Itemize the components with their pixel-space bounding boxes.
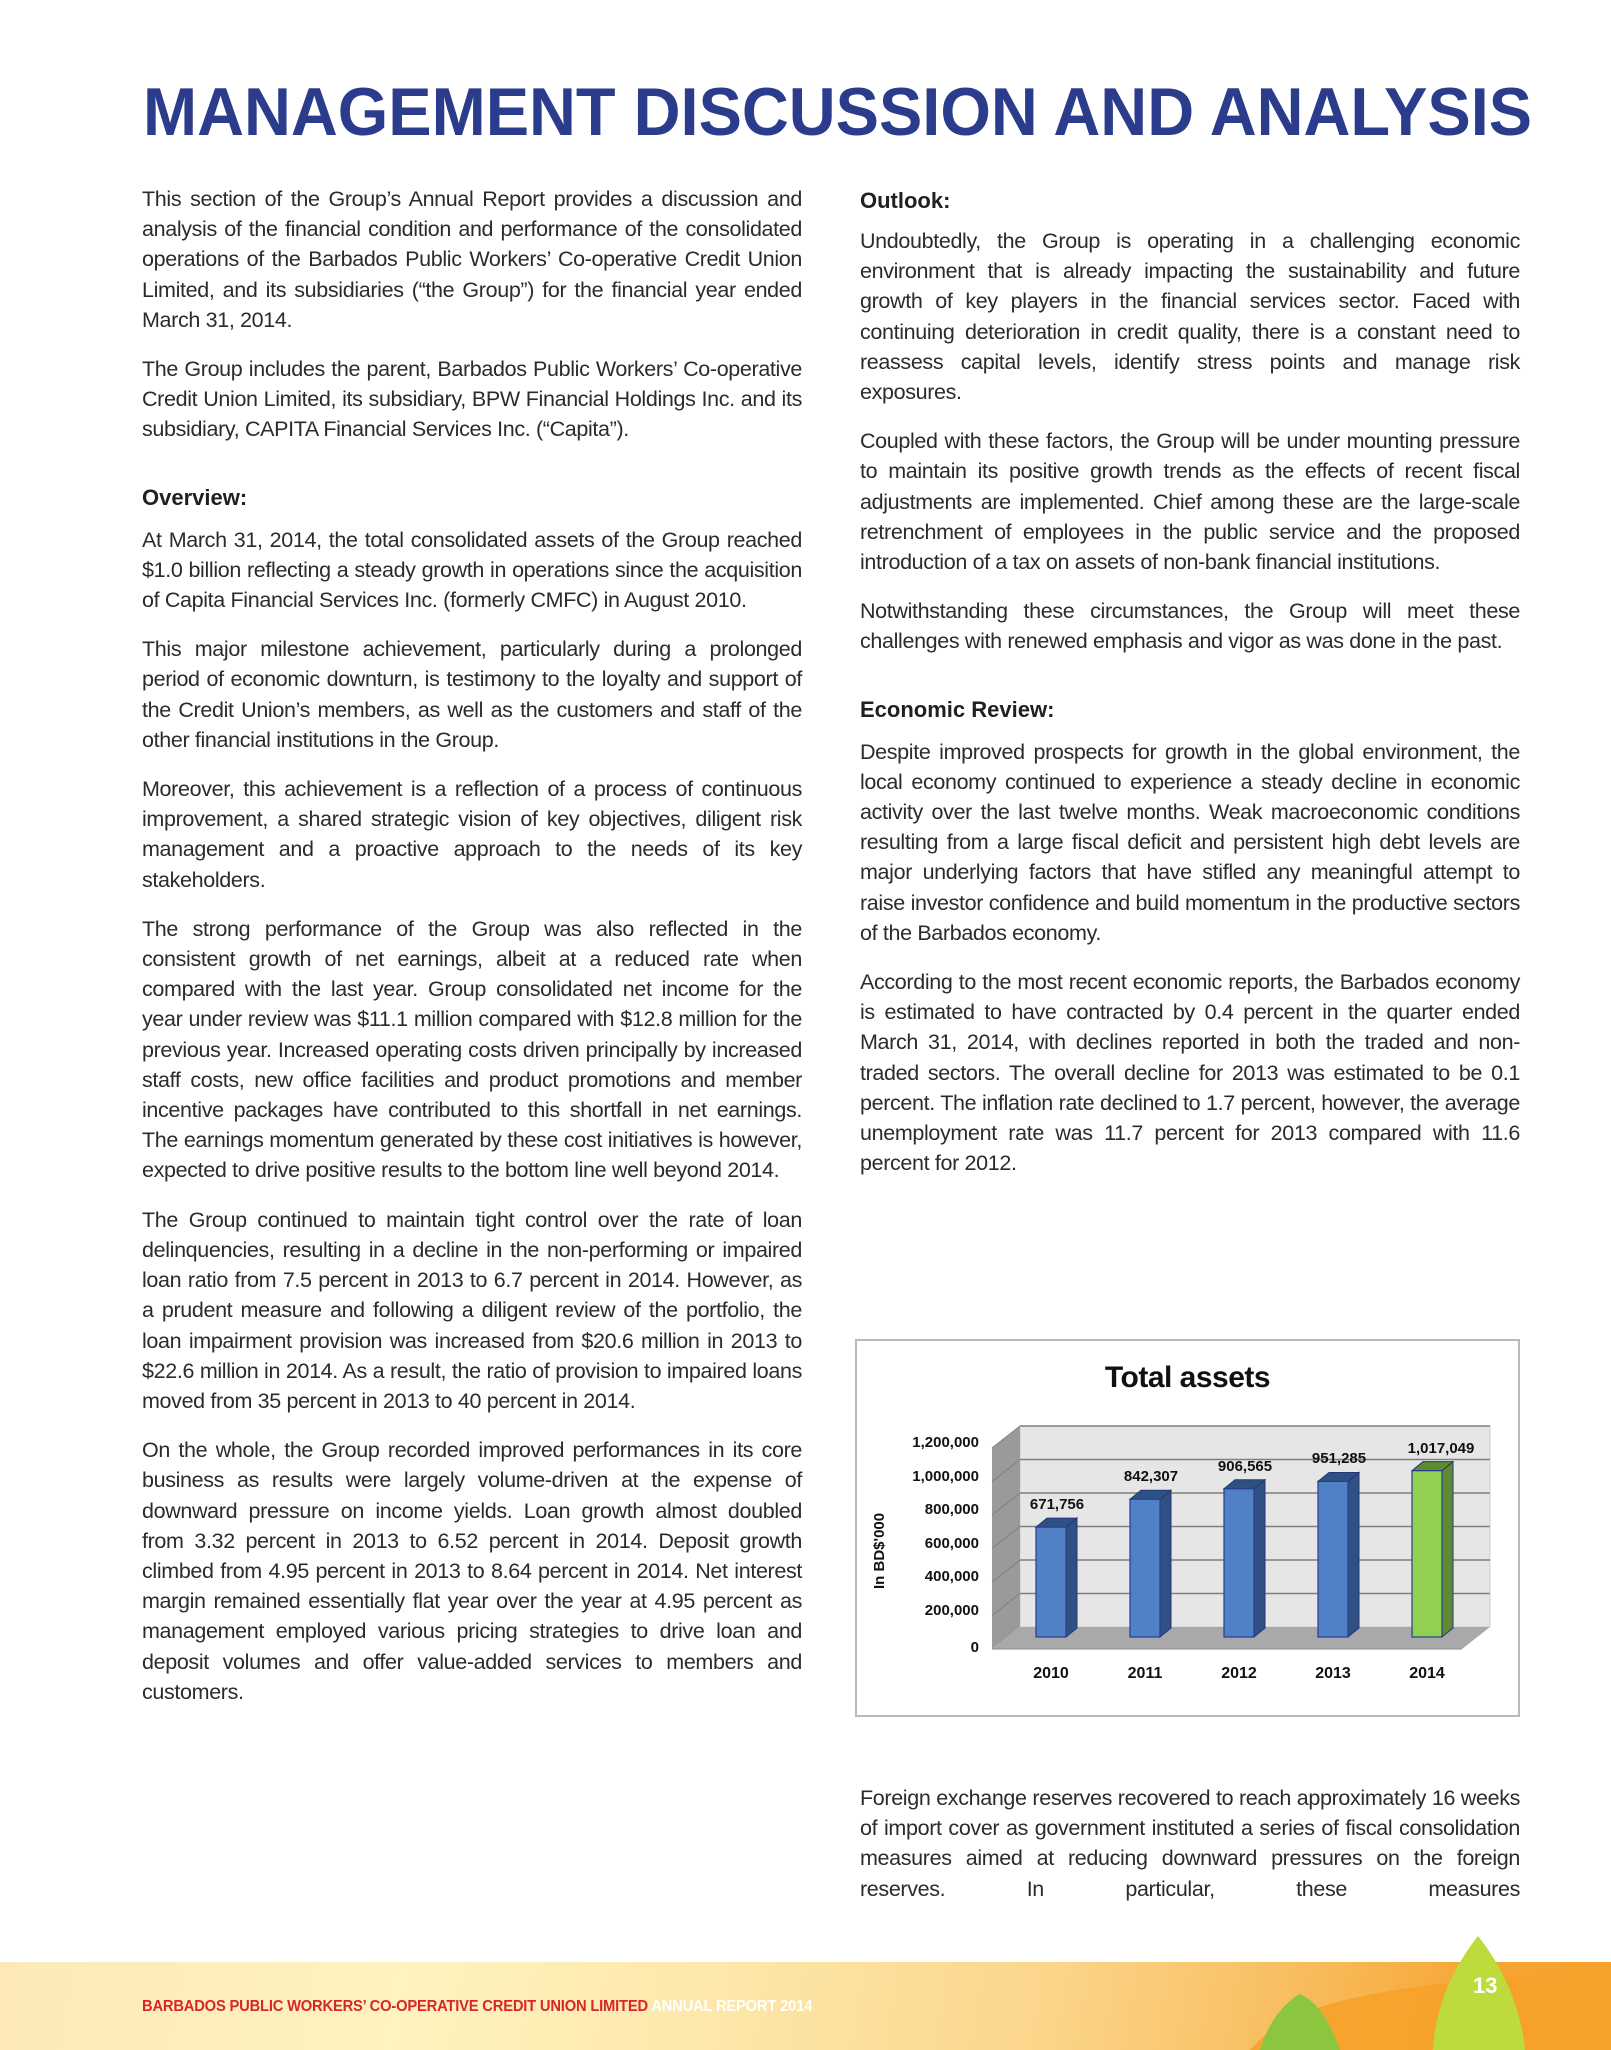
chart-title: Total assets [1104, 1361, 1271, 1394]
intro-paragraph: This section of the Group’s Annual Report provides a discussion and analysis of the financial condition and performance of the consolidated operations of the Barbados Public Workers’ Co-operative Credit Union Limited, and its subsidiaries (“the Group”) for the financial year ended March 31, 2014. [142, 187, 802, 332]
bar-plot-area [857, 1341, 1522, 1719]
page-title: MANAGEMENT DISCUSSION AND ANALYSIS [143, 74, 1533, 150]
total-assets-chart [855, 1339, 1520, 1717]
footer-report-title: ANNUAL REPORT 2014 [647, 1998, 813, 2015]
outlook-paragraph: Coupled with these factors, the Group will be under mounting pressure to maintain its positive growth trends as the effects of recent fiscal adjustments are implemented. Chief among these are the large-scale retrenchment of employees in the public service and the proposed introduction of a tax on assets of non-bank financial institutions. [860, 429, 1520, 575]
overview-paragraph: The strong performance of the Group was also reflected in the consistent growth of net earnings, albeit at a reduced rate when compared with the last year. Group consolidated net income for the year under review was $11.1 million compared with $12.8 million for the previous year. Increased operating costs driven principally by increased staff costs, new office facilities and product promotions and member incentive packages have contributed to this shortfall in net earnings. The earnings momentum generated by these cost initiatives is however, expected to drive positive results to the bottom line well beyond 2014. [142, 916, 802, 1183]
x-tick-label: 2011 [1127, 1665, 1163, 1682]
economic-review-paragraph: According to the most recent economic reports, the Barbados economy is estimated to have contracted by 0.4 percent in the quarter ended March 31, 2014, with declines reported in both the traded and non-traded sectors. The overall decline for 2013 was estimated to be 0.1 percent. The inflation rate declined to 1.7 percent, however, the average unemployment rate was 11.7 percent for 2013 compared with 11.6 percent for 2012. [860, 970, 1520, 1176]
overview-heading: Overview: [142, 484, 248, 510]
bar-value-label: 1,017,049 [1407, 1439, 1475, 1457]
overview-paragraph: On the whole, the Group recorded improved performances in its core business as results were largely volume-driven at the expense of downward pressure on income yields. Loan growth almost doubled from 3.32 percent in 2013 to 6.52 percent in 2014. Deposit growth climbed from 4.95 percent in 2013 to 8.64 percent in 2014. Net interest margin remained essentially flat year over the year at 4.95 percent as management employed various pricing strategies to drive loan and deposit volumes and offer value-added services to members and customers. [142, 1438, 802, 1704]
y-axis-label: In BD$'000 [871, 1512, 888, 1589]
bar-value-label: 842,307 [1123, 1468, 1179, 1486]
economic-review-paragraph: Despite improved prospects for growth in the global environment, the local economy continued to experience a steady decline in economic activity over the last twelve months. Weak macroeconomic conditions resulting from a large fiscal deficit and persistent high debt levels are major underlying factors that have stifled any meaningful attempt to raise investor confidence and build momentum in the productive sectors of the Barbados economy. [860, 739, 1520, 945]
foreign-reserves-paragraph: Foreign exchange reserves recovered to reach approximately 16 weeks of import cover as government instituted a series of fiscal consolidation measures aimed at reducing downward pressures on the foreign reserves. In particular, these measures [860, 1786, 1520, 1901]
y-tick-label: 1,200,000 [912, 1434, 979, 1451]
economic-review-heading: Economic Review: [860, 696, 1055, 722]
overview-paragraph: The Group continued to maintain tight control over the rate of loan delinquencies, resulting in a decline in the non-performing or impaired loan ratio from 7.5 percent in 2013 to 6.7 percent in 2014. However, as a prudent measure and following a diligent review of the portfolio, the loan impairment provision was increased from $20.6 million in 2013 to $22.6 million in 2014. As a result, the ratio of provision to impaired loans moved from 35 percent in 2013 to 40 percent in 2014. [142, 1207, 802, 1413]
x-tick-label: 2014 [1409, 1665, 1445, 1682]
intro-paragraph: The Group includes the parent, Barbados Public Workers’ Co-operative Credit Union Limited, its subsidiary, BPW Financial Holdings Inc. and its subsidiary, CAPITA Financial Services Inc. (“Capita”). [142, 357, 802, 442]
page-number: 13 [1473, 1973, 1498, 1998]
left-column [142, 184, 802, 1726]
right-column-continued [860, 1783, 1520, 1923]
y-tick-label: 200,000 [924, 1601, 979, 1619]
y-tick-label: 1,000,000 [912, 1467, 979, 1485]
outlook-heading: Outlook: [860, 188, 951, 213]
y-tick-label: 0 [970, 1639, 979, 1656]
bar-value-label: 671,756 [1029, 1496, 1085, 1514]
x-tick-label: 2013 [1315, 1665, 1351, 1682]
bar-value-label: 906,565 [1217, 1457, 1273, 1475]
y-tick-label: 600,000 [924, 1534, 979, 1552]
x-tick-label: 2012 [1221, 1665, 1257, 1682]
outlook-paragraph: Undoubtedly, the Group is operating in a challenging economic environment that is already impacting the sustainability and future growth of key players in the financial services sector. Faced with continuing deterioration in credit quality, there is a constant need to reassess capital levels, identify stress points and manage risk exposures. [860, 229, 1520, 405]
y-tick-label: 800,000 [924, 1501, 979, 1518]
overview-paragraph: This major milestone achievement, particularly during a prolonged period of economic downturn, is testimony to the loyalty and support of the Credit Union’s members, as well as the customers and staff of the other financial institutions in the Group. [142, 637, 802, 752]
x-tick-label: 2010 [1033, 1665, 1069, 1682]
bar-value-label: 951,285 [1311, 1450, 1367, 1468]
outlook-paragraph: Notwithstanding these circumstances, the Group will meet these challenges with renewed emphasis and vigor as was done in the past. [860, 599, 1520, 654]
footer-text [142, 1998, 812, 2016]
footer-organization: BARBADOS PUBLIC WORKERS’ CO-OPERATIVE CREDIT UNION LIMITED [142, 1998, 648, 2015]
y-tick-label: 400,000 [924, 1568, 979, 1585]
overview-paragraph: At March 31, 2014, the total consolidated assets of the Group reached $1.0 billion reflecting a steady growth in operations since the acquisition of Capita Financial Services Inc. (formerly CMFC) in August 2010. [142, 527, 802, 613]
overview-paragraph: Moreover, this achievement is a reflection of a process of continuous improvement, a shared strategic vision of key objectives, diligent risk management and a proactive approach to the needs of its key stakeholders. [142, 777, 802, 892]
right-column [860, 186, 1520, 1197]
